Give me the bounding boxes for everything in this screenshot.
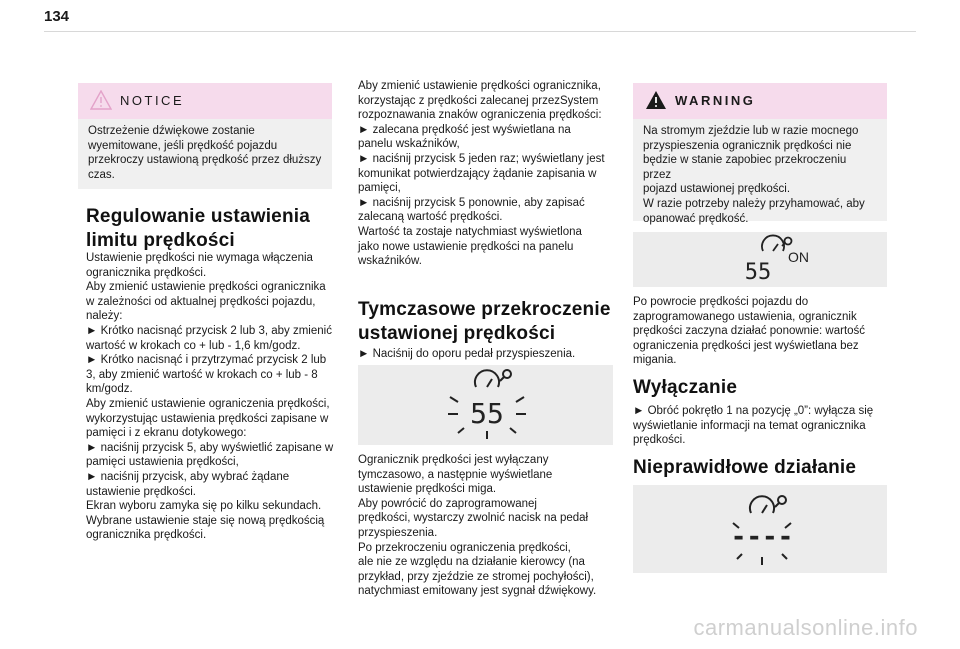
watermark: carmanualsonline.info — [693, 615, 918, 640]
notice-title: NOTICE — [120, 93, 185, 108]
warning-title: WARNING — [675, 93, 756, 108]
warning-box — [633, 83, 887, 225]
section-heading-fault: Nieprawidłowe działanie — [633, 457, 857, 478]
notice-text: Ostrzeżenie dźwiękowe zostanie wyemitowane, jeśli prędkość pojazdu przekroczy ustawioną prędkość przez dłuższy czas. — [88, 125, 322, 181]
notice-box — [78, 83, 332, 189]
flashing-speed-icon-box — [358, 365, 613, 445]
section-heading-exceed: Tymczasowe przekroczenie ustawionej prędkości — [358, 299, 611, 344]
fault-icon-box — [633, 485, 887, 573]
section-heading-adjust: Regulowanie ustawienia limitu prędkości — [86, 206, 311, 251]
flashing-speed-limiter-icon — [358, 365, 613, 445]
recommended-speed-text: Aby zmienić ustawienie prędkości ogranicznika, korzystając z prędkości zalecanej przezSystem rozpoznawania znaków ograniczenia prędkości: ► zalecana prędkość jest wyświetlana na panelu wskaźników, ► naciśnij przycisk 5 jeden raz; wyświetlany jest komunikat potwierdzający żądanie zapisania w pamięci, ► naciśnij przycisk 5 ponownie, aby zapisać zalecaną wartość prędkości. Wartość ta zostaje natychmiast wyświetlona jako nowe ustawienie prędkości na panelu wskaźników. — [358, 80, 605, 268]
exceed-step-text: ► Naciśnij do oporu pedał przyspieszenia. — [358, 348, 576, 360]
resume-body-text: Po powrocie prędkości pojazdu do zaprogramowanego ustawienia, ogranicznik prędkości zaczyna działać ponownie: wartość ograniczenia prędkości jest wyświetlana bez migania. — [633, 296, 866, 367]
warning-text: Na stromym zjeździe lub w razie mocnego przyspieszenia ogranicznik prędkości nie będzie w stanie zapobiec przekroczeniu przez pojazd ustawionej prędkości. W razie potrzeby należy przyhamować, aby opanować prędkość. — [643, 125, 865, 225]
notice-triangle-icon — [90, 90, 112, 115]
top-divider — [44, 31, 916, 32]
page-number: 134 — [44, 8, 70, 25]
notice-header — [78, 83, 332, 119]
off-body-text: ► Obróć pokrętło 1 na pozycję „0”: wyłącza się wyświetlanie informacji na temat ogranicznika prędkości. — [633, 405, 874, 447]
speed-value-digits: 55 — [744, 260, 772, 285]
adjust-body-text: Ustawienie prędkości nie wymaga włączenia ogranicznika prędkości. Aby zmienić ustawienie prędkości ogranicznika w zależności od aktualnej prędkości pojazdu, należy: ► Krótko nacisnąć przycisk 2 lub 3, aby zmienić wartość w krokach co + lub - 1,6 km/godz. ► Krótko nacisnąć i przytrzymać przycisk 2 lub 3, aby zmienić wartość w krokach co + lub - 8 km/godz. Aby zmienić ustawienie ograniczenia prędkości, wykorzystując ustawienia prędkości zapisane w pamięci i z ekranu dotykowego: ► naciśnij przycisk 5, aby wyświetlić zapisane w pamięci ustawienia prędkości, ► naciśnij przycisk, aby wybrać żądane ustawienie prędkości. Ekran wyboru zamyka się po kilku sekundach. Wybrane ustawienie staje się nową prędkością ogranicznika prędkości. — [86, 252, 334, 542]
speed-limiter-on-icon — [633, 232, 887, 287]
fault-dashes: ---- — [730, 522, 794, 552]
exceed-body-text: Ogranicznik prędkości jest wyłączany tymczasowo, a następnie wyświetlane ustawienie prędkości miga. Aby powrócić do zaprogramowanej prędkości, wystarczy zwolnić nacisk na pedał przyspieszenia. Po przekroczeniu ograniczenia prędkości, ale nie ze względu na działanie kierowcy (na przykład, przy zjeździe ze stromej pochyłości), natychmiast emitowany jest sygnał dźwiękowy. — [358, 454, 597, 598]
on-label: ON — [788, 249, 809, 265]
speed-limiter-on-icon-box — [633, 232, 887, 287]
warning-triangle-icon — [645, 90, 667, 115]
warning-header — [633, 83, 887, 119]
fault-speed-limiter-icon — [633, 485, 887, 573]
flashing-speed-digits: 55 — [470, 397, 504, 430]
section-heading-off: Wyłączanie — [633, 377, 738, 398]
